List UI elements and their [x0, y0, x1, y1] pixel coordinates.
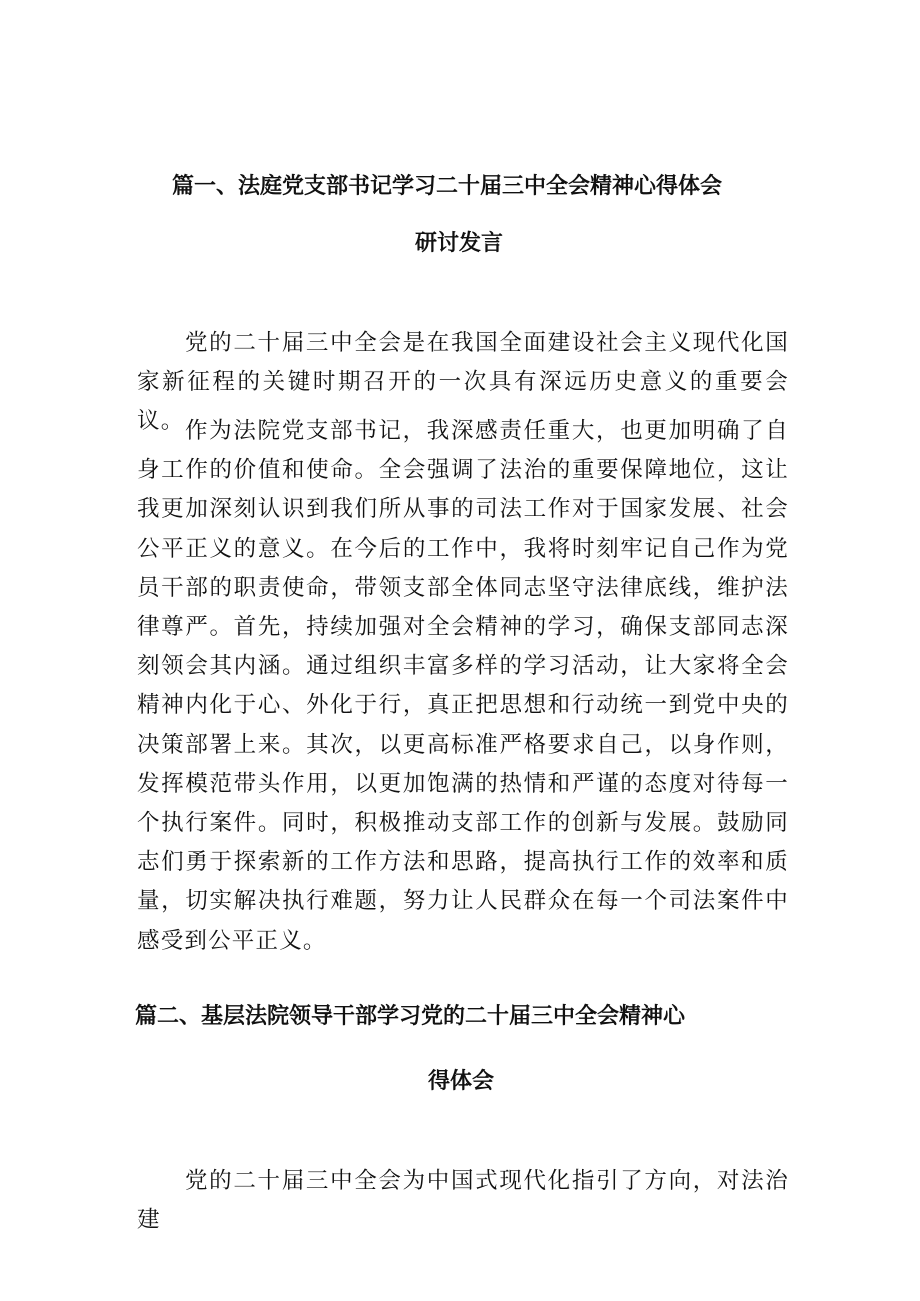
section1-paragraph-1: 党的二十届三中全会是在我国全面建设社会主义现代化国家新征程的关键时期召开的一次具有深远历史意义的重要会议。: [137, 330, 789, 435]
section1-title-line2: 研讨发言: [415, 231, 504, 256]
section1-paragraph-2: 作为法院党支部书记，我深感责任重大，也更加明确了自身工作的价值和使命。全会强调了法治的重要保障地位，这让我更加深刻认识到我们所从事的司法工作对于国家发展、社会公平正义的意义。在今后的工作中，我将时刻牢记自己作为党员干部的职责使命，带领支部全体同志坚守法律底线，维护法律尊严。首先，持续加强对全会精神的学习，确保支部同志深刻领会其内涵。通过组织丰富多样的学习活动，让大家将全会精神内化于心、外化于行，真正把思想和行动统一到党中央的决策部署上来。其次，以更高标准严格要求自己，以身作则，发挥模范带头作用，以更加饱满的热情和严谨的态度对待每一个执行案件。同时，积极推动支部工作的创新与发展。鼓励同志们勇于探索新的工作方法和思路，提高执行工作的效率和质量，切实解决执行难题，努力让人民群众在每一个司法案件中感受到公平正义。: [137, 418, 789, 954]
section2-title-line1: 篇二、基层法院领导干部学习党的二十届三中全会精神心: [135, 1004, 686, 1029]
section1-title-line1: 篇一、法庭党支部书记学习二十届三中全会精神心得体会: [172, 174, 723, 199]
section2-title-line2: 得体会: [428, 1069, 495, 1094]
section2-paragraph-1: 党的二十届三中全会为中国式现代化指引了方向，对法治建: [137, 1168, 789, 1234]
